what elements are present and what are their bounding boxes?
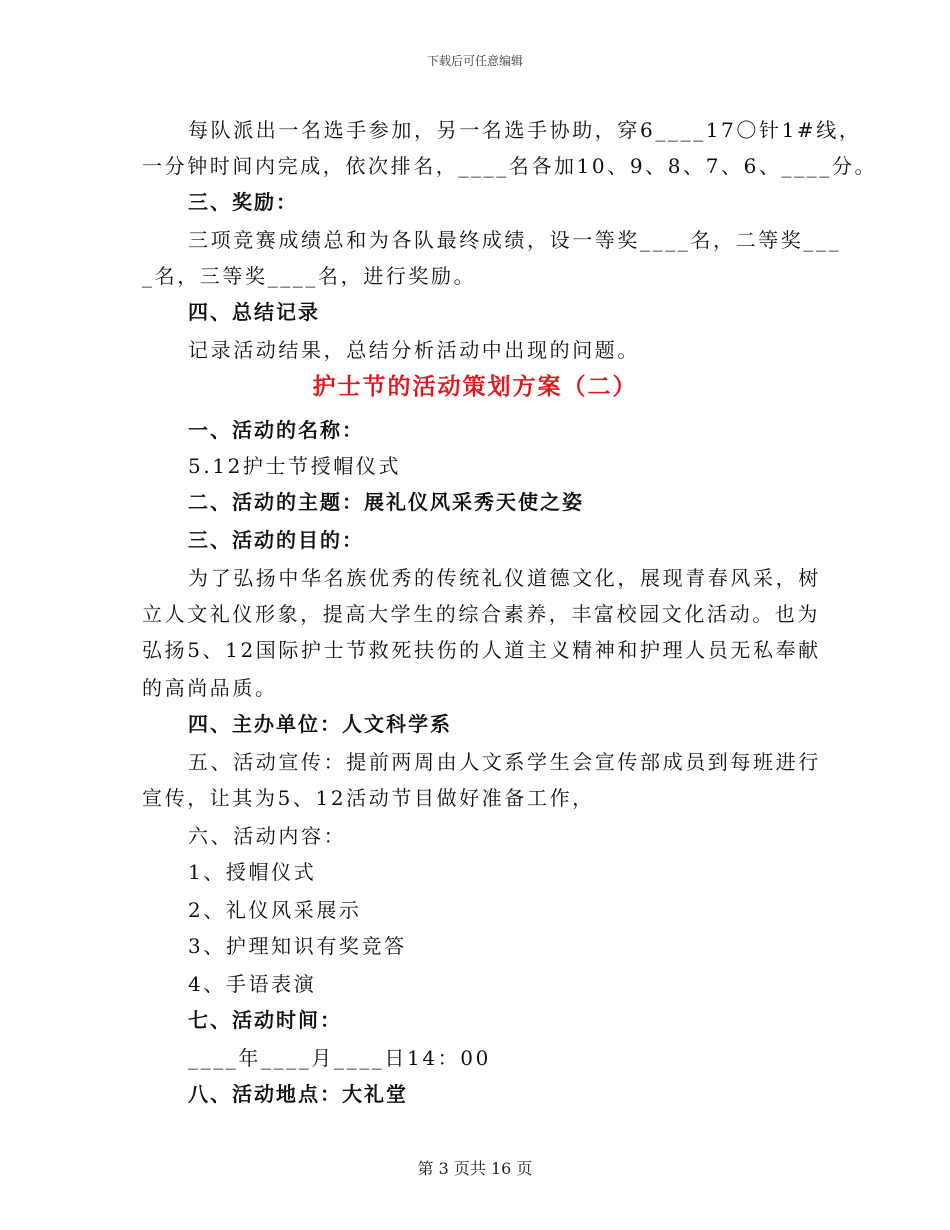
page-footer: 第 3 页共 16 页 — [417, 1159, 533, 1178]
section-heading: 七、活动时间： — [188, 1008, 342, 1032]
list-item: 3、护理知识有奖竞答 — [188, 934, 407, 958]
section-heading: 四、主办单位：人文科学系 — [188, 712, 452, 736]
text-line: 弘扬5、12国际护士节救死扶伤的人道主义精神和护理人员无私奉献 — [142, 638, 821, 662]
section-heading: 六、活动内容： — [188, 824, 347, 848]
section-heading: 八、活动地点：大礼堂 — [188, 1082, 408, 1106]
text-line: 宣传，让其为5、12活动节目做好准备工作， — [142, 786, 595, 810]
text-line: 立人文礼仪形象，提高大学生的综合素养，丰富校园文化活动。也为 — [142, 602, 820, 626]
text-line: ____年____月____日14：00 — [188, 1046, 491, 1070]
document-title: 护士节的活动策划方案（二） — [312, 373, 638, 400]
text-line: 一分钟时间内完成，依次排名，____名各加10、9、8、7、6、____分。 — [142, 154, 878, 178]
text-line: 记录活动结果，总结分析活动中出现的问题。 — [188, 338, 640, 362]
text-line: 每队派出一名选手参加，另一名选手协助，穿6____17〇针1#线， — [188, 118, 862, 142]
section-heading: 一、活动的名称： — [188, 418, 364, 442]
text-line: 5.12护士节授帽仪式 — [188, 454, 402, 478]
page-header: 下载后可任意编辑 — [426, 54, 523, 68]
section-heading: 四、总结记录 — [188, 300, 320, 324]
text-line: 为了弘扬中华名族优秀的传统礼仪道德文化，展现青春风采，树 — [188, 566, 821, 590]
section-heading: 三、奖励： — [188, 190, 298, 214]
text-line: 三项竞赛成绩总和为各队最终成绩，设一等奖____名，二等奖___ — [188, 228, 842, 252]
text-line: 五、活动宣传：提前两周由人文系学生会宣传部成员到每班进行 — [188, 750, 821, 774]
text-line: 的高尚品质。 — [142, 676, 278, 700]
section-heading: 二、活动的主题：展礼仪风采秀天使之姿 — [188, 490, 584, 514]
text-line: _名，三等奖____名，进行奖励。 — [142, 264, 477, 288]
list-item: 2、礼仪风采展示 — [188, 898, 362, 922]
list-item: 1、授帽仪式 — [188, 860, 317, 884]
section-heading: 三、活动的目的： — [188, 528, 364, 552]
list-item: 4、手语表演 — [188, 972, 317, 996]
